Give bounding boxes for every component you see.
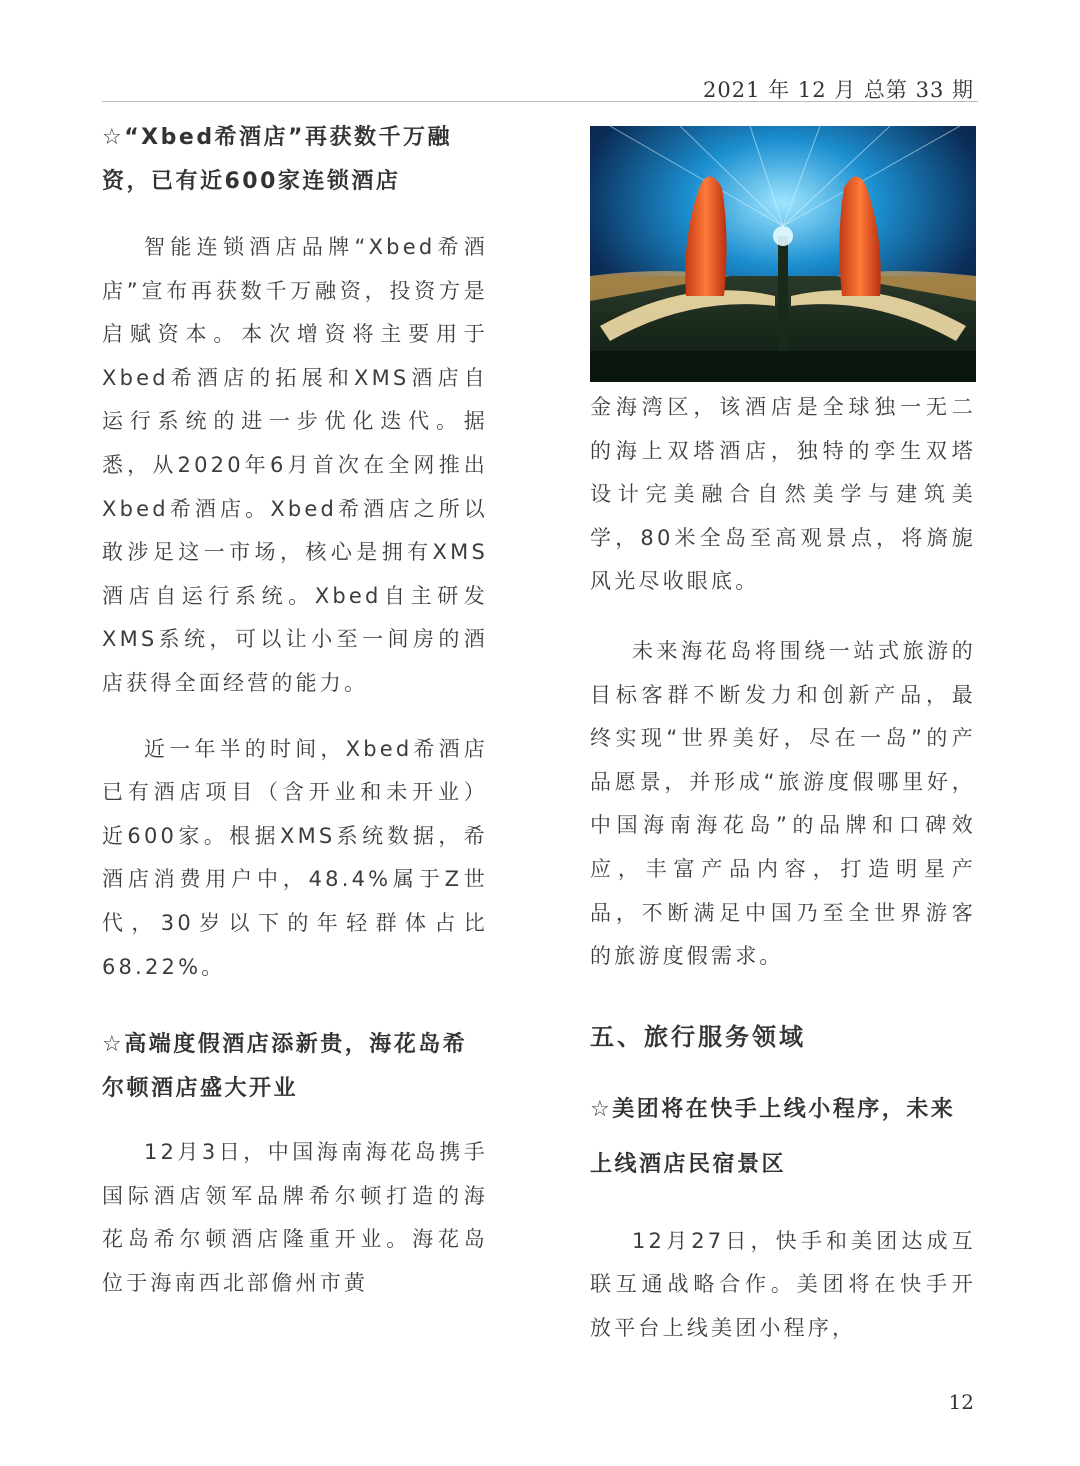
article-paragraph: 12月27日，快手和美团达成互联互通战略合作。美团将在快手开放平台上线美团小程序， (590, 1228, 976, 1340)
hotel-towers-photo (590, 126, 976, 382)
article-title-xbed: ☆“Xbed希酒店”再获数千万融资，已有近600家连锁酒店 (102, 125, 453, 194)
issue-header: 2021 年 12 月 总第 33 期 (703, 78, 974, 102)
article-title-hilton: ☆高端度假酒店添新贵，海花岛希尔顿酒店盛大开业 (102, 1032, 468, 1102)
header-divider (102, 101, 978, 102)
article-paragraph: 近一年半的时间，Xbed希酒店已有酒店项目（含开业和未开业）近600家。根据XMS系统数据，希酒店消费用户中，48.4%属于Z世代，30岁以下的年轻群体占比68.22%。 (102, 736, 488, 979)
article-paragraph: 金海湾区，该酒店是全球独一无二的海上双塔酒店，独特的孪生双塔设计完美融合自然美学与建筑美学，80米全岛至高观景点，将旖旎风光尽收眼底。 (590, 395, 976, 594)
article-paragraph: 未来海花岛将围绕一站式旅游的目标客群不断发力和创新产品，最终实现“世界美好，尽在一岛”的产品愿景，并形成“旅游度假哪里好，中国海南海花岛”的品牌和口碑效应，丰富产品内容，打造明星产品，不断满足中国乃至全世界游客的旅游度假需求。 (590, 638, 976, 969)
right-column (590, 126, 976, 1351)
article-title-meituan: ☆美团将在快手上线小程序，未来上线酒店民宿景区 (590, 1096, 956, 1177)
article-paragraph: 智能连锁酒店品牌“Xbed希酒店”宣布再获数千万融资，投资方是启赋资本。本次增资将主要用于Xbed希酒店的拓展和XMS酒店自运行系统的进一步优化迭代。据悉，从2020年6月首次在全网推出Xbed希酒店。Xbed希酒店之所以敢涉足这一市场，核心是拥有XMS酒店自运行系统。Xbed自主研发XMS系统，可以让小至一间房的酒店获得全面经营的能力。 (102, 235, 488, 695)
article-paragraph: 12月3日，中国海南海花岛携手国际酒店领军品牌希尔顿打造的海花岛希尔顿酒店隆重开业。海花岛位于海南西北部儋州市黄 (102, 1140, 488, 1295)
page-number: 12 (948, 1390, 974, 1414)
left-column (102, 116, 488, 1305)
section-title-travel-services: 五、旅行服务领域 (590, 1022, 806, 1051)
